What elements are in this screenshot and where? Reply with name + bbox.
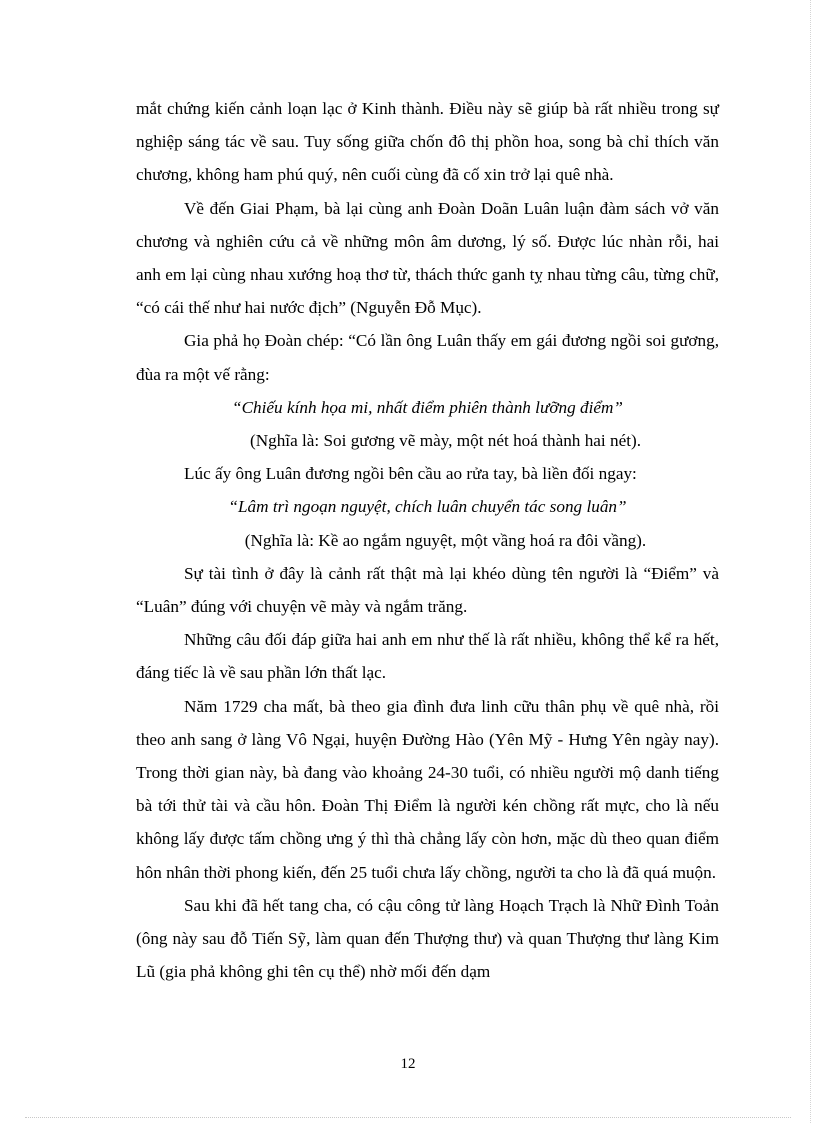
paragraph-2: Về đến Giai Phạm, bà lại cùng anh Đoàn Doãn Luân luận đàm sách vở văn chương và nghiên cứu cả về những môn âm dương, lý số. Được lúc nhàn rỗi, hai anh em lại cùng nhau xướng hoạ thơ từ, thách thức ganh tỵ nhau từng câu, từng chữ, “có cái thế như hai nước địch” (Nguyễn Đỗ Mục). — [136, 198, 719, 318]
page-number: 12 — [400, 1056, 416, 1072]
verse-gloss-2: (Nghĩa là: Kề ao ngắm nguyệt, một vầng hoá ra đôi vầng). — [244, 530, 647, 550]
body-text — [136, 92, 719, 988]
page-bottom-divider — [25, 1117, 791, 1118]
paragraph-5: Sự tài tình ở đây là cảnh rất thật mà lại khéo dùng tên người là “Điểm” và “Luân” đúng với chuyện vẽ mày và ngắm trăng. — [136, 563, 719, 617]
paragraph-3: Gia phả họ Đoàn chép: “Có lần ông Luân thấy em gái đương ngồi soi gương, đùa ra một vế rằng: — [136, 331, 719, 384]
verse-gloss-1: (Nghĩa là: Soi gương vẽ mày, một nét hoá thành hai nét). — [249, 431, 642, 451]
paragraph-4: Lúc ấy ông Luân đương ngồi bên cầu ao rửa tay, bà liền đối ngay: — [184, 464, 637, 484]
verse-line-1: “Chiếu kính họa mi, nhất điểm phiên thành lưỡng điểm” — [232, 397, 623, 417]
page-right-divider — [810, 0, 811, 1123]
verse-line-2: “Lâm trì ngoạn nguyệt, chích luân chuyển tác song luân” — [228, 497, 627, 517]
paragraph-8: Sau khi đã hết tang cha, có cậu công tử làng Hoạch Trạch là Nhữ Đình Toản (ông này sau đỗ Tiến Sỹ, làm quan đến Thượng thư) và quan Thượng thư làng Kim Lũ (gia phả không ghi tên cụ thể) nhờ mối đến dạm — [136, 895, 719, 982]
paragraph-7: Năm 1729 cha mất, bà theo gia đình đưa linh cữu thân phụ về quê nhà, rồi theo anh sang ở làng Vô Ngại, huyện Đường Hào (Yên Mỹ - Hưng Yên ngày nay). Trong thời gian này, bà đang vào khoảng 24-30 tuổi, có nhiều người mộ danh tiếng bà tới thử tài và cầu hôn. Đoàn Thị Điểm là người kén chồng rất mực, cho là nếu không lấy được tấm chồng ưng ý thì thà chẳng lấy còn hơn, mặc dù theo quan điểm hôn nhân thời phong kiến, đến 25 tuổi chưa lấy chồng, người ta cho là đã quá muộn. — [136, 696, 719, 882]
paragraph-1: mắt chứng kiến cảnh loạn lạc ở Kinh thành. Điều này sẽ giúp bà rất nhiều trong sự nghiệp sáng tác về sau. Tuy sống giữa chốn đô thị phồn hoa, song bà chỉ thích văn chương, không ham phú quý, nên cuối cùng đã cố xin trở lại quê nhà. — [136, 99, 719, 185]
paragraph-6: Những câu đối đáp giữa hai anh em như thế là rất nhiều, không thể kể ra hết, đáng tiếc là về sau phần lớn thất lạc. — [136, 630, 719, 683]
